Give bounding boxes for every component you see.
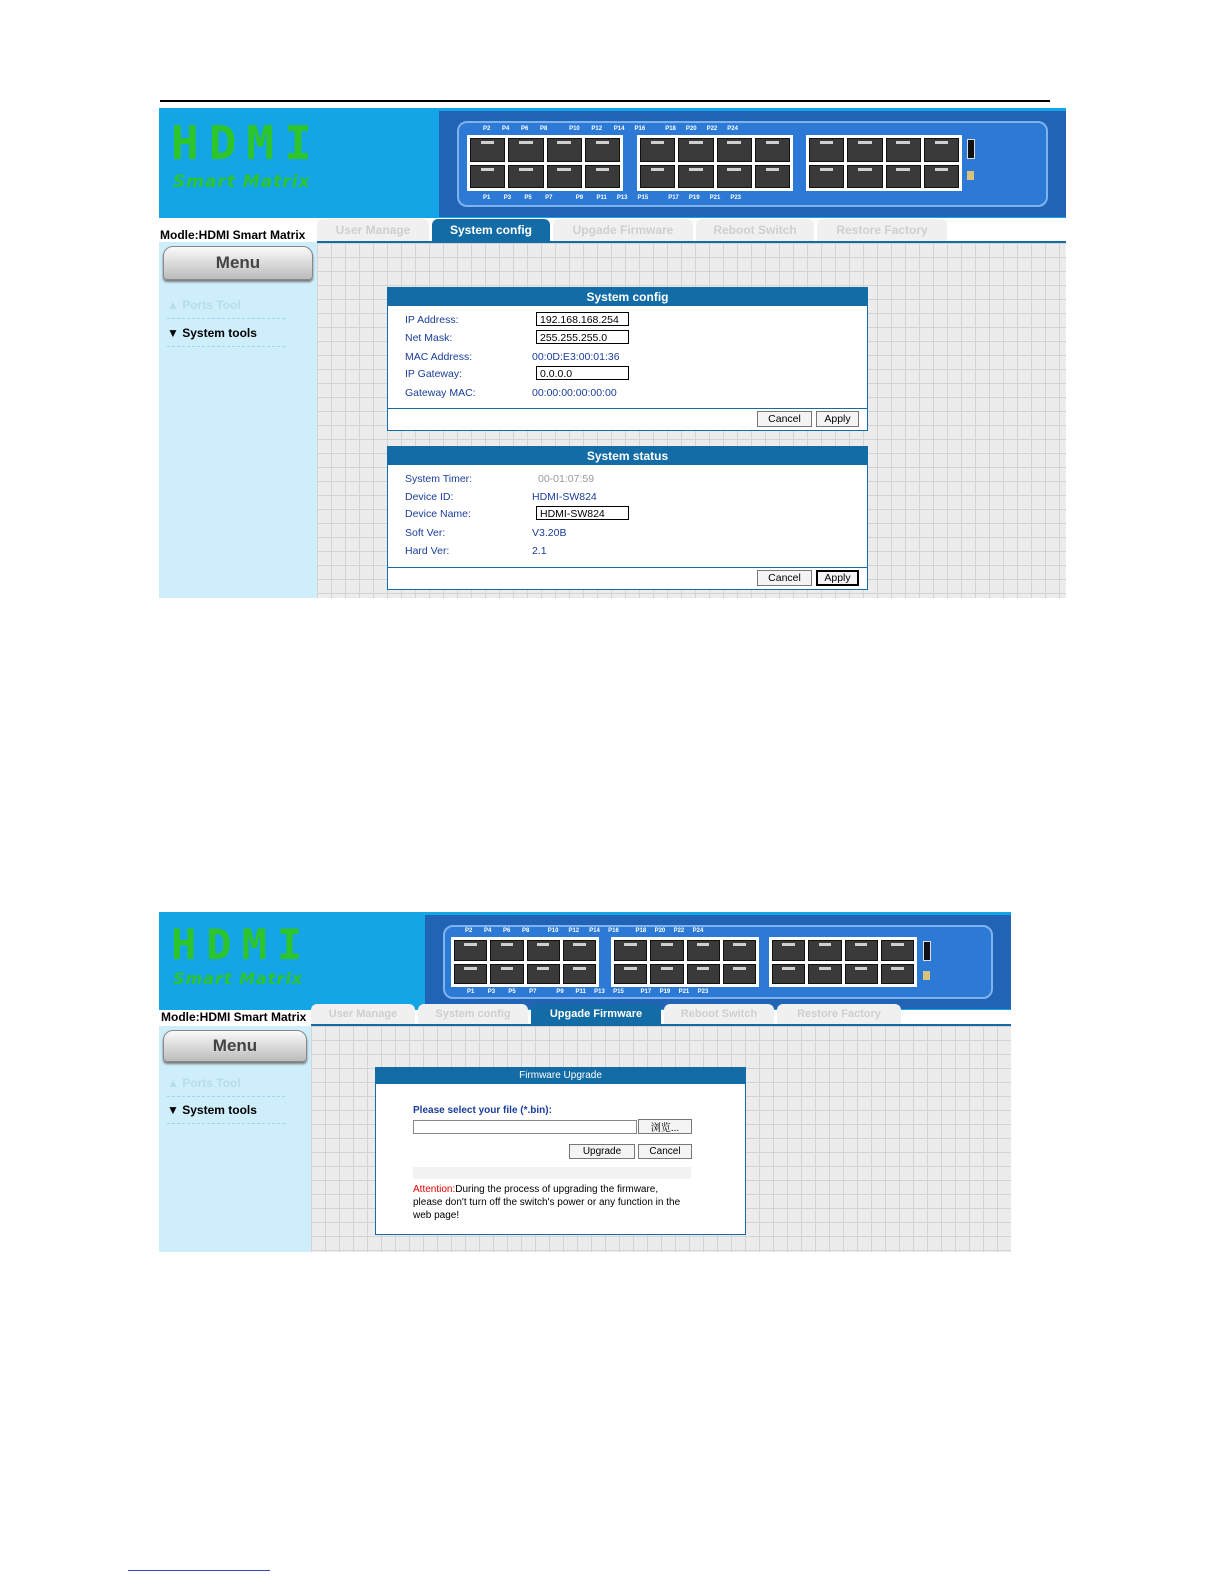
port[interactable] bbox=[755, 165, 790, 189]
ip-gateway-input[interactable]: 0.0.0.0 bbox=[536, 366, 629, 380]
tab-user-manage[interactable]: User Manage bbox=[311, 1004, 415, 1024]
upgrade-button[interactable]: Upgrade bbox=[569, 1144, 635, 1159]
port[interactable] bbox=[640, 138, 675, 162]
header-banner bbox=[159, 912, 1011, 1010]
port[interactable] bbox=[678, 165, 713, 189]
port[interactable] bbox=[650, 964, 683, 985]
port-labels-bottom: P1 P3 P5 P7 P9 P11 P13 P15 P17 P19 P21 P23 bbox=[483, 195, 742, 201]
port[interactable] bbox=[772, 940, 805, 961]
port[interactable] bbox=[717, 138, 752, 162]
panel-title: Firmware Upgrade bbox=[376, 1068, 745, 1084]
device-name-input[interactable]: HDMI-SW824 bbox=[536, 506, 629, 520]
soft-ver-label: Soft Ver: bbox=[405, 527, 446, 539]
port[interactable] bbox=[808, 940, 841, 961]
port[interactable] bbox=[808, 964, 841, 985]
port-group-1 bbox=[467, 135, 623, 191]
port-labels-top: P2 P4 P6 P8 P10 P12 P14 P16 P18 P20 P22 P24 bbox=[465, 928, 704, 934]
tab-restore-factory[interactable]: Restore Factory bbox=[777, 1004, 901, 1024]
port-group-3 bbox=[769, 937, 917, 987]
main-content bbox=[317, 243, 1066, 598]
system-timer-label: System Timer: bbox=[405, 473, 473, 485]
model-label: Modle:HDMI Smart Matrix bbox=[161, 1010, 307, 1024]
apply-button[interactable]: Apply bbox=[816, 411, 859, 427]
port-labels-bottom: P1 P3 P5 P7 P9 P11 P13 P15 P17 P19 P21 P23 bbox=[467, 989, 709, 995]
port[interactable] bbox=[585, 165, 620, 189]
port-group-1 bbox=[451, 937, 599, 987]
port[interactable] bbox=[454, 964, 487, 985]
port[interactable] bbox=[470, 165, 505, 189]
sidebar bbox=[159, 1026, 311, 1252]
tab-reboot-switch[interactable]: Reboot Switch bbox=[696, 219, 814, 241]
logo-hdmi: HDMI bbox=[171, 920, 313, 969]
header-banner bbox=[159, 108, 1066, 218]
logo-subtitle: Smart Matrix bbox=[173, 172, 311, 192]
sidebar-item-system-tools[interactable]: ▼ System tools bbox=[167, 326, 285, 347]
port[interactable] bbox=[723, 964, 756, 985]
gateway-mac-label: Gateway MAC: bbox=[405, 387, 476, 399]
menu-button[interactable]: Menu bbox=[163, 1030, 307, 1062]
gateway-mac-value: 00:00:00:00:00:00 bbox=[532, 387, 617, 399]
port[interactable] bbox=[650, 940, 683, 961]
switch-front-panel bbox=[425, 915, 1011, 1009]
switch-front-panel bbox=[439, 111, 1066, 217]
cancel-button[interactable]: Cancel bbox=[757, 570, 812, 586]
model-label: Modle:HDMI Smart Matrix bbox=[160, 228, 306, 242]
port[interactable] bbox=[470, 138, 505, 162]
port[interactable] bbox=[845, 964, 878, 985]
mac-address-label: MAC Address: bbox=[405, 351, 473, 363]
port[interactable] bbox=[527, 964, 560, 985]
port[interactable] bbox=[717, 165, 752, 189]
console-slot bbox=[923, 941, 931, 961]
footnote-rule bbox=[128, 1570, 270, 1571]
port[interactable] bbox=[687, 940, 720, 961]
port[interactable] bbox=[563, 964, 596, 985]
power-led bbox=[923, 971, 930, 980]
port[interactable] bbox=[886, 165, 921, 189]
port[interactable] bbox=[723, 940, 756, 961]
sidebar-item-system-tools[interactable]: ▼ System tools bbox=[167, 1103, 285, 1124]
hard-ver-value: 2.1 bbox=[532, 545, 547, 557]
port[interactable] bbox=[809, 165, 844, 189]
port[interactable] bbox=[809, 138, 844, 162]
page-rule-top bbox=[160, 100, 1050, 102]
port[interactable] bbox=[547, 138, 582, 162]
apply-button[interactable]: Apply bbox=[816, 570, 859, 586]
system-status-panel bbox=[387, 446, 868, 590]
ip-address-input[interactable]: 192.168.168.254 bbox=[536, 312, 629, 326]
panel-title: System status bbox=[388, 447, 867, 465]
hard-ver-label: Hard Ver: bbox=[405, 545, 450, 557]
port[interactable] bbox=[845, 940, 878, 961]
port[interactable] bbox=[490, 940, 523, 961]
port[interactable] bbox=[847, 138, 882, 162]
main-content bbox=[311, 1026, 1011, 1252]
port[interactable] bbox=[614, 940, 647, 961]
port-group-2 bbox=[637, 135, 793, 191]
port[interactable] bbox=[640, 165, 675, 189]
firmware-upgrade-panel bbox=[375, 1067, 746, 1235]
port[interactable] bbox=[454, 940, 487, 961]
port[interactable] bbox=[924, 138, 959, 162]
tab-user-manage[interactable]: User Manage bbox=[317, 219, 429, 241]
port[interactable] bbox=[585, 138, 620, 162]
progress-area bbox=[413, 1167, 691, 1179]
file-select-label: Please select your file (*.bin): bbox=[413, 1105, 552, 1116]
tab-restore-factory[interactable]: Restore Factory bbox=[817, 219, 947, 241]
port[interactable] bbox=[881, 940, 914, 961]
power-led bbox=[967, 171, 974, 180]
soft-ver-value: V3.20B bbox=[532, 527, 567, 539]
tab-upgrade-firmware[interactable]: Upgade Firmware bbox=[553, 219, 693, 241]
device-id-value: HDMI-SW824 bbox=[532, 491, 597, 503]
port[interactable] bbox=[886, 138, 921, 162]
sidebar-item-ports-tool[interactable]: ▲ Ports Tool bbox=[167, 298, 285, 319]
screenshot-system-config bbox=[159, 108, 1066, 598]
attention-label: Attention: bbox=[413, 1184, 456, 1195]
cancel-button[interactable]: Cancel bbox=[757, 411, 812, 427]
browse-button[interactable]: 浏览... bbox=[638, 1119, 692, 1134]
switch-chassis bbox=[443, 925, 993, 999]
menu-button[interactable]: Menu bbox=[163, 246, 313, 280]
system-config-panel bbox=[387, 287, 868, 431]
tab-system-config[interactable]: System config bbox=[432, 219, 550, 241]
device-id-label: Device ID: bbox=[405, 491, 454, 503]
switch-chassis bbox=[457, 121, 1048, 207]
port[interactable] bbox=[772, 964, 805, 985]
port[interactable] bbox=[508, 138, 543, 162]
device-name-label: Device Name: bbox=[405, 508, 471, 520]
tab-upgrade-firmware[interactable]: Upgade Firmware bbox=[531, 1004, 661, 1024]
panel-title: System config bbox=[388, 288, 867, 306]
port[interactable] bbox=[924, 165, 959, 189]
tab-bar bbox=[311, 1004, 904, 1024]
port[interactable] bbox=[527, 940, 560, 961]
port[interactable] bbox=[678, 138, 713, 162]
sidebar bbox=[159, 242, 317, 598]
file-path-input[interactable] bbox=[413, 1120, 637, 1134]
screenshot-upgrade-firmware bbox=[159, 912, 1011, 1252]
tab-reboot-switch[interactable]: Reboot Switch bbox=[664, 1004, 774, 1024]
net-mask-input[interactable]: 255.255.255.0 bbox=[536, 330, 629, 344]
port-labels-top: P2 P4 P6 P8 P10 P12 P14 P16 P18 P20 P22 P24 bbox=[483, 126, 738, 132]
port[interactable] bbox=[881, 964, 914, 985]
port-group-2 bbox=[611, 937, 759, 987]
ip-address-label: IP Address: bbox=[405, 314, 459, 326]
port[interactable] bbox=[563, 940, 596, 961]
cancel-button[interactable]: Cancel bbox=[638, 1144, 692, 1159]
panel-footer bbox=[388, 408, 867, 429]
port[interactable] bbox=[755, 138, 790, 162]
panel-footer bbox=[388, 567, 867, 588]
net-mask-label: Net Mask: bbox=[405, 332, 453, 344]
logo-hdmi: HDMI bbox=[171, 116, 322, 170]
tab-bar bbox=[317, 219, 950, 241]
port[interactable] bbox=[847, 165, 882, 189]
logo-subtitle: Smart Matrix bbox=[173, 969, 304, 988]
console-slot bbox=[967, 139, 975, 159]
attention-note: Attention:During the process of upgrading the firmware, please don't turn off the switch's power or any function in the web page! bbox=[413, 1184, 681, 1221]
sidebar-item-ports-tool[interactable]: ▲ Ports Tool bbox=[167, 1076, 285, 1097]
system-timer-value: 00-01:07:59 bbox=[538, 473, 595, 485]
ip-gateway-label: IP Gateway: bbox=[405, 368, 463, 380]
port[interactable] bbox=[508, 165, 543, 189]
port[interactable] bbox=[687, 964, 720, 985]
port[interactable] bbox=[490, 964, 523, 985]
port[interactable] bbox=[547, 165, 582, 189]
port[interactable] bbox=[614, 964, 647, 985]
mac-address-value: 00:0D:E3:00:01:36 bbox=[532, 351, 620, 363]
port-group-3 bbox=[806, 135, 962, 191]
tab-system-config[interactable]: System config bbox=[418, 1004, 528, 1024]
